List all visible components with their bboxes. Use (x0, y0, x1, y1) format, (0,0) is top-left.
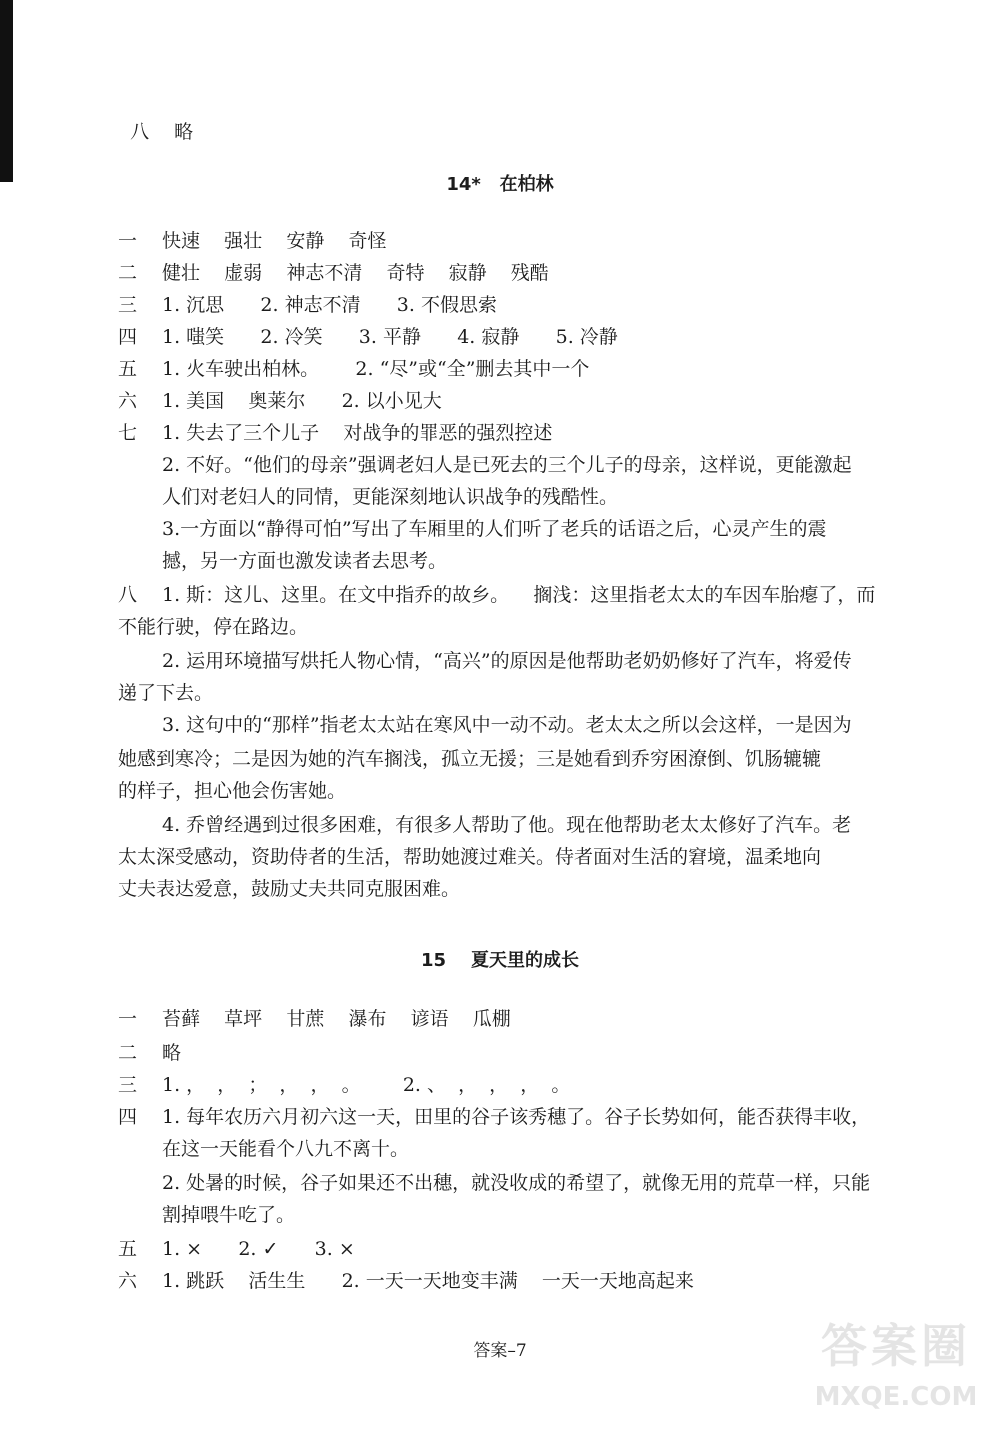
answer-text: 不能行驶，停在路边。 (118, 616, 309, 638)
answer-text: 3.一方面以“静得可怕”写出了车厢里的人们听了老兵的话语之后，心灵产生的震 (162, 518, 827, 540)
answer-line (118, 586, 875, 605)
answer-line (118, 1240, 355, 1259)
question-label: 八 (130, 121, 150, 143)
answer-text: 快速 强壮 安静 奇怪 (162, 230, 387, 252)
answer-line (118, 1272, 694, 1291)
question-label: 八 (118, 584, 138, 606)
section-title: 15 夏天里的成长 (420, 950, 580, 971)
page-number: 答案–7 (473, 1341, 527, 1361)
answer-text: 太太深受感动，资助侍者的生活，帮助她渡过难关。侍者面对生活的窘境，温柔地向 (118, 846, 822, 868)
answer-text: 2. 运用环境描写烘托人物心情，“高兴”的原因是他帮助老奶奶修好了汽车，将爱传 (162, 650, 852, 672)
answer-text: 2. 处暑的时候，谷子如果还不出穗，就没收成的希望了，就像无用的荒草一样，只能 (162, 1172, 871, 1194)
question-label: 四 (118, 326, 138, 348)
answer-line (118, 424, 552, 443)
question-label: 三 (118, 294, 138, 316)
answer-text: 苔藓 草坪 甘蔗 瀑布 谚语 瓜棚 (162, 1008, 511, 1030)
answer-text: 2. 不好。“他们的母亲”强调老妇人是已死去的三个儿子的母亲，这样说，更能激起 (162, 454, 852, 476)
answer-line (118, 264, 549, 283)
answer-text: 1. 斯：这儿、这里。在文中指乔的故乡。 搁浅：这里指老太太的车因车胎瘪了，而 (162, 584, 876, 606)
question-label: 一 (118, 230, 138, 252)
answer-line (118, 1076, 570, 1095)
answer-line (118, 232, 386, 251)
answer-line (118, 296, 497, 315)
answer-text: 1. 跳跃 活生生 2. 一天一天地变丰满 一天一天地高起来 (162, 1270, 694, 1292)
section-title: 14* 在柏林 (446, 174, 554, 195)
answer-text: 1. × 2. ✓ 3. × (162, 1238, 355, 1260)
answer-line (118, 328, 618, 347)
answer-text: 1. 失去了三个儿子 对战争的罪恶的强烈控述 (162, 422, 553, 444)
question-label: 一 (118, 1008, 138, 1030)
answer-line (118, 1010, 511, 1029)
answer-text: 割掉喂牛吃了。 (162, 1204, 296, 1226)
answer-text: 的样子，担心他会伤害她。 (118, 780, 347, 802)
answer-text: 在这一天能看个八九不离十。 (162, 1138, 410, 1160)
watermark-logo (810, 1310, 982, 1422)
answer-text: 1. 火车驶出柏林。 2. “尽”或“全”删去其中一个 (162, 358, 590, 380)
answer-text: 撼，另一方面也激发读者去思考。 (162, 550, 448, 572)
answer-line (118, 392, 442, 411)
question-label: 四 (118, 1106, 138, 1128)
answer-text: 递了下去。 (118, 682, 214, 704)
watermark-url: MXQE.COM (814, 1382, 978, 1412)
answer-line (118, 360, 589, 379)
watermark-text: 答案圈 (821, 1319, 971, 1373)
answer-line (118, 1108, 870, 1127)
pre-line (118, 104, 193, 142)
answer-text: 1. 美国 奥莱尔 2. 以小见大 (162, 390, 442, 412)
question-label: 七 (118, 422, 138, 444)
answer-text: 1. 每年农历六月初六这一天，田里的谷子该秀穗了。谷子长势如何，能否获得丰收， (162, 1106, 871, 1128)
question-label: 六 (118, 390, 138, 412)
question-label: 二 (118, 262, 138, 284)
answer-text: 她感到寒冷；二是因为她的汽车搁浅，孤立无援；三是她看到乔穷困潦倒、饥肠辘辘 (118, 748, 822, 770)
question-label: 二 (118, 1042, 138, 1064)
answer-text: 健壮 虚弱 神志不清 奇特 寂静 残酷 (162, 262, 549, 284)
answer-text: 丈夫表达爱意，鼓励丈夫共同克服困难。 (118, 878, 461, 900)
answer-text: 略 (174, 121, 194, 143)
scan-edge-mark (0, 0, 13, 182)
answer-text: 人们对老妇人的同情，更能深刻地认识战争的残酷性。 (162, 486, 619, 508)
question-label: 三 (118, 1074, 138, 1096)
answer-text: 1. 嗤笑 2. 冷笑 3. 平静 4. 寂静 5. 冷静 (162, 326, 618, 348)
answer-text: 3. 这句中的“那样”指老太太站在寒风中一动不动。老太太之所以会这样，一是因为 (162, 714, 852, 736)
answer-text: 略 (162, 1042, 182, 1064)
answer-text: 1. 沉思 2. 神志不清 3. 不假思索 (162, 294, 497, 316)
answer-text: 4. 乔曾经遇到过很多困难，有很多人帮助了他。现在他帮助老太太修好了汽车。老 (162, 814, 852, 836)
answer-line (118, 1044, 181, 1063)
question-label: 六 (118, 1270, 138, 1292)
question-label: 五 (118, 358, 138, 380)
answer-text: 1. ， ， ； ， ， 。 2. 、 ， ， ， 。 (162, 1074, 571, 1096)
question-label: 五 (118, 1238, 138, 1260)
